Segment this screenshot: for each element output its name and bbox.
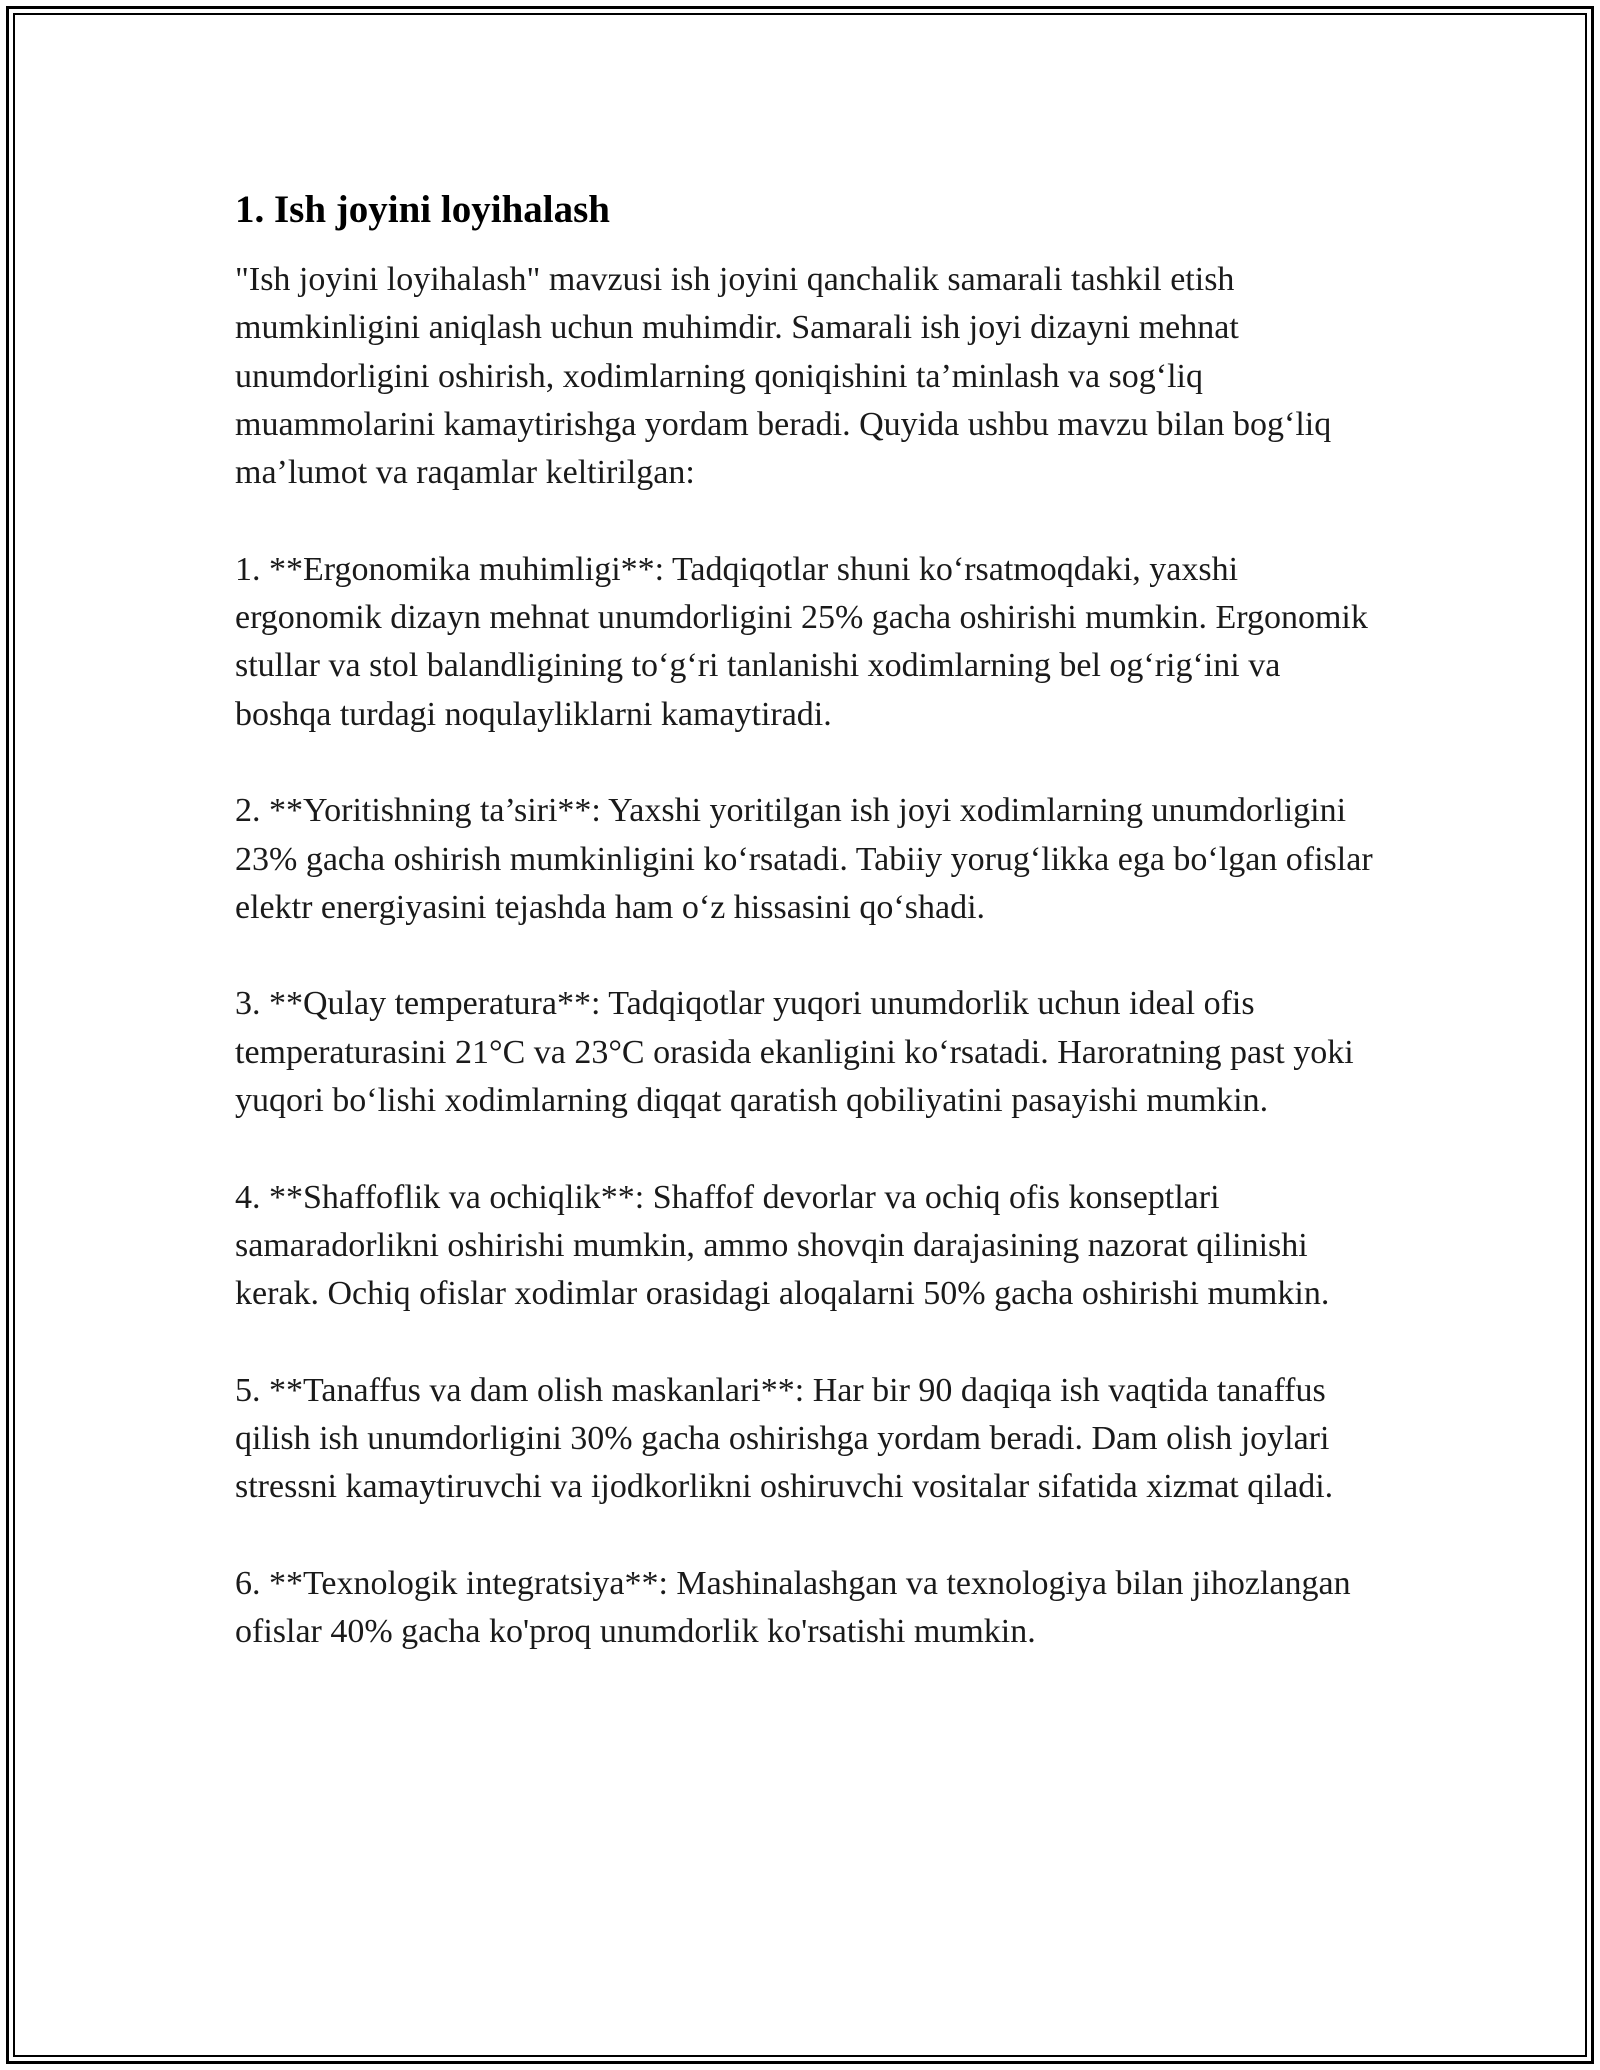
list-item-ergonomics: 1. **Ergonomika muhimligi**: Tadqiqotlar shuni ko‘rsatmoqdaki, yaxshi ergonomik dizayn mehnat unumdorligini 25% gacha oshirishi mumkin. Ergonomik stullar va stol balandligining to‘g‘ri tanlanishi xodimlarning bel og‘rig‘ini va boshqa turdagi noqulayliklarni kamaytiradi. <box>235 550 1368 733</box>
list-item-breaks: 5. **Tanaffus va dam olish maskanlari**: Har bir 90 daqiqa ish vaqtida tanaffus qilish ish unumdorligini 30% gacha oshirishga yordam beradi. Dam olish joylari stressni kamaytiruvchi va ijodkorlikni oshiruvchi vositalar sifatida xizmat qiladi. <box>235 1371 1334 1506</box>
list-item-temperature: 3. **Qulay temperatura**: Tadqiqotlar yuqori unumdorlik uchun ideal ofis temperaturasini 21°C va 23°C orasida ekanligini ko‘rsatadi. Haroratning past yoki yuqori bo‘lishi xodimlarning diqqat qaratish qobiliyatini pasayishi mumkin. <box>235 985 1354 1120</box>
intro-paragraph: "Ish joyini loyihalash" mavzusi ish joyini qanchalik samarali tashkil etish mumkinligini aniqlash uchun muhimdir. Samarali ish joyi dizayni mehnat unumdorligini oshirish, xodimlarning qoniqishini ta’minlash va sog‘liq muammolarini kamaytirishga yordam beradi. Quyida ushbu mavzu bilan bog‘liq ma’lumot va raqamlar keltirilgan: <box>235 261 1332 492</box>
list-item-transparency: 4. **Shaffoflik va ochiqlik**: Shaffof devorlar va ochiq ofis konseptlari samaradorlikni oshirishi mumkin, ammo shovqin darajasining nazorat qilinishi kerak. Ochiq ofislar xodimlar orasidagi aloqalarni 50% gacha oshirishi mumkin. <box>235 1178 1330 1313</box>
section-heading: 1. Ish joyini loyihalash <box>235 188 610 231</box>
list-item-lighting: 2. **Yoritishning ta’siri**: Yaxshi yoritilgan ish joyi xodimlarning unumdorligini 23% gacha oshirish mumkinligini ko‘rsatadi. Tabiiy yorug‘likka ega bo‘lgan ofislar elektr energiyasini tejashda ham o‘z hissasini qo‘shadi. <box>235 792 1373 926</box>
list-item-technology: 6. **Texnologik integratsiya**: Mashinalashgan va texnologiya bilan jihozlangan ofislar 40% gacha ko'proq unumdorlik ko'rsatishi mumkin. <box>235 1565 1351 1651</box>
document-body <box>235 186 1375 1657</box>
